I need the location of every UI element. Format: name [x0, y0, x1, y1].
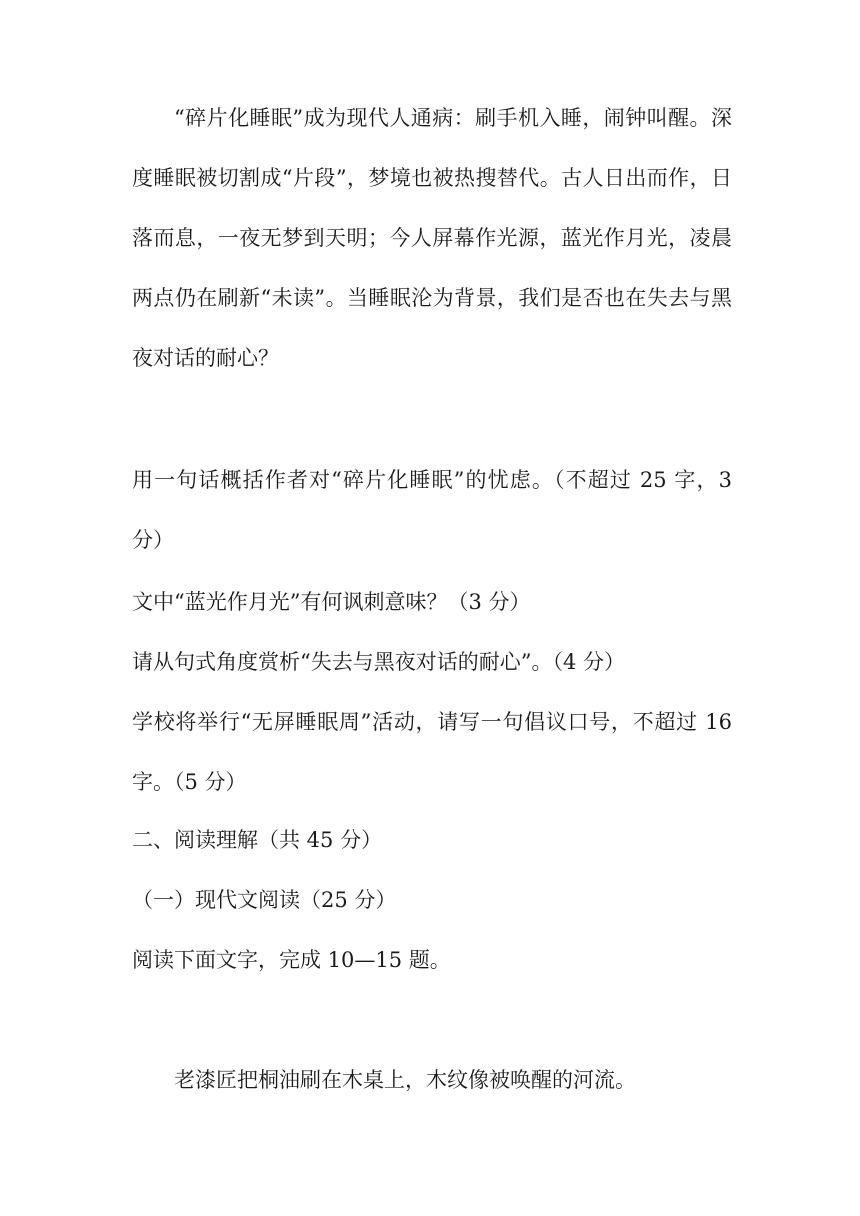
question-3: 请从句式角度赏析“失去与黑夜对话的耐心”。（4 分） [132, 650, 626, 674]
instruction-text: 阅读下面文字，完成 10—15 题。 [132, 948, 451, 972]
question-4: 学校将举行“无屏睡眠周”活动，请写一句倡议口号，不超过 16 字。（5 分） [132, 710, 732, 794]
question-2: 文中“蓝光作月光”有何讽刺意味？（3 分） [132, 590, 531, 614]
reading-passage-sleep: “碎片化睡眠”成为现代人通病：刷手机入睡，闹钟叫醒。深度睡眠被切割成“片段”，梦境也被热搜替代。古人日出而作，日落而息，一夜无梦到天明；今人屏幕作光源，蓝光作月光，凌晨两点仍在刷新“未读”。当睡眠沦为背景，我们是否也在失去与黑夜对话的耐心？ [132, 106, 732, 370]
question-1: 用一句话概括作者对“碎片化睡眠”的忧虑。（不超过 25 字，3 分） [132, 468, 732, 552]
section-title: 二、阅读理解（共 45 分） [132, 828, 383, 852]
reading-passage-painter: 老漆匠把桐油刷在木桌上，木纹像被唤醒的河流。 [174, 1068, 636, 1092]
subsection-title: （一）现代文阅读（25 分） [132, 888, 397, 912]
